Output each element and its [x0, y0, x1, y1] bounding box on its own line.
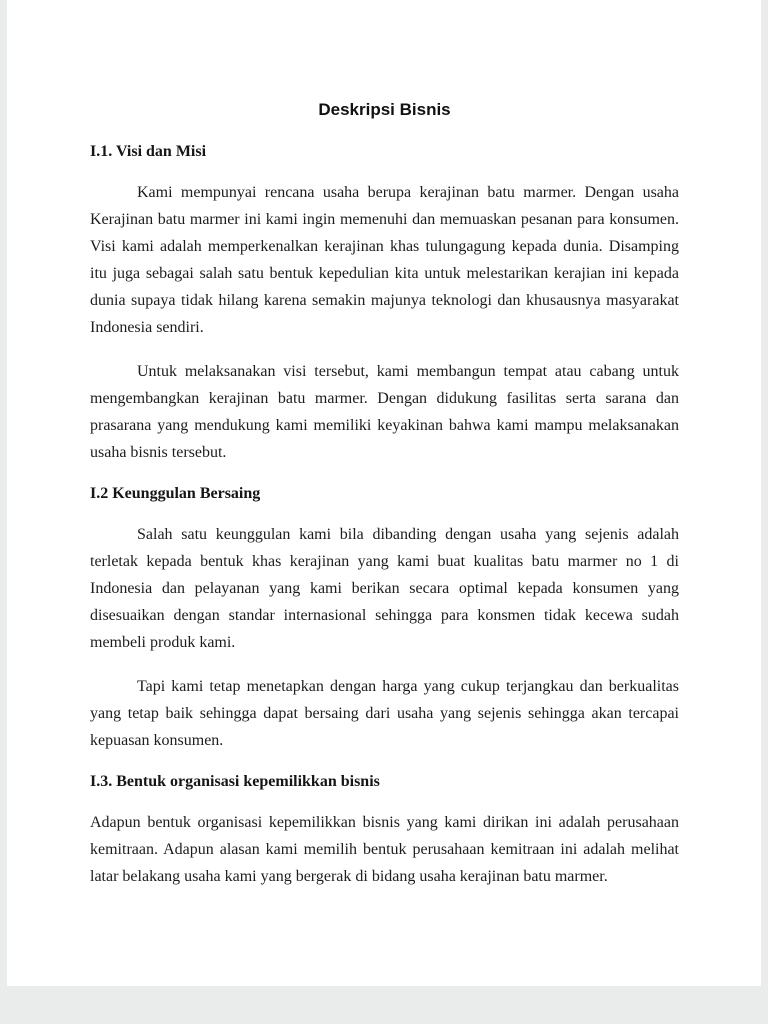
document-title: Deskripsi Bisnis	[318, 100, 451, 119]
section-visi-dan-misi	[90, 141, 679, 466]
paragraph: Tapi kami tetap menetapkan dengan harga yang cukup terjangkau dan berkualitas yang tetap baik sehingga dapat bersaing dari usaha yang sejenis sehingga akan tercapai kepuasan konsumen.	[90, 678, 679, 749]
paragraph: Adapun bentuk organisasi kepemilikkan bisnis yang kami dirikan ini adalah perusahaan kemitraan. Adapun alasan kami memilih bentuk perusahaan kemitraan ini adalah melihat latar belakang usaha kami yang bergerak di bidang usaha kerajinan batu marmer.	[90, 814, 679, 885]
section-keunggulan-bersaing	[90, 483, 679, 754]
paragraph: Salah satu keunggulan kami bila dibanding dengan usaha yang sejenis adalah terletak kepada bentuk khas kerajinan yang kami buat kualitas batu marmer no 1 di Indonesia dan pelayanan yang kami berikan secara optimal kepada konsumen yang disesuaikan dengan standar internasional sehingga para konsmen tidak kecewa sudah membeli produk kami.	[90, 526, 679, 651]
paragraph: Kami mempunyai rencana usaha berupa kerajinan batu marmer. Dengan usaha Kerajinan batu marmer ini kami ingin memenuhi dan memuaskan pesanan para konsumen. Visi kami adalah memperkenalkan kerajinan khas tulungagung kepada dunia. Disamping itu juga sebagai salah satu bentuk kepedulian kita untuk melestarikan kerajian ini kepada dunia supaya tidak hilang karena semakin majunya teknologi dan khusausnya masyarakat Indonesia sendiri.	[90, 184, 679, 336]
section-bentuk-organisasi	[90, 771, 679, 890]
section-heading-visi-dan-misi: I.1. Visi dan Misi	[90, 143, 207, 160]
section-heading-bentuk-organisasi: I.3. Bentuk organisasi kepemilikkan bisnis	[90, 773, 380, 790]
document-page	[7, 0, 761, 986]
section-heading-keunggulan-bersaing: I.2 Keunggulan Bersaing	[90, 485, 261, 502]
document-content	[7, 0, 761, 890]
paragraph: Untuk melaksanakan visi tersebut, kami membangun tempat atau cabang untuk mengembangkan kerajinan batu marmer. Dengan didukung fasilitas serta sarana dan prasarana yang mendukung kami memiliki keyakinan bahwa kami mampu melaksanakan usaha bisnis tersebut.	[90, 363, 679, 461]
